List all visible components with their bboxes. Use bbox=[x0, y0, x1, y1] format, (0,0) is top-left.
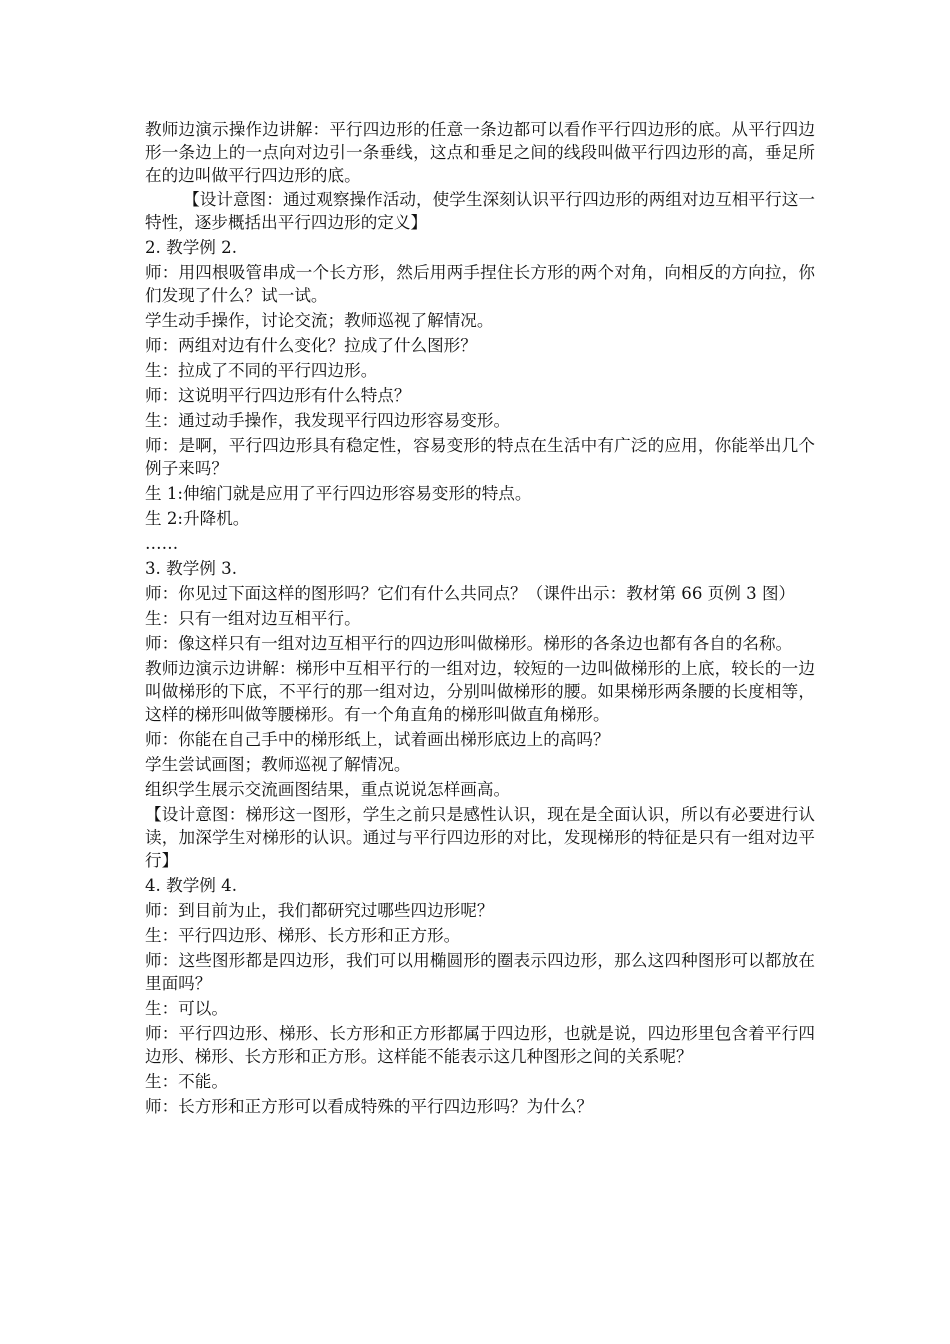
section-heading-example-2: 2. 教学例 2. bbox=[145, 238, 237, 257]
paragraph-special-parallelogram-question: 师：长方形和正方形可以看成特殊的平行四边形吗？为什么？ bbox=[145, 1097, 594, 1116]
paragraph-application-question: 师：是啊，平行四边形具有稳定性，容易变形的特点在生活中有广泛的应用，你能举出几个例子来吗？ bbox=[145, 436, 815, 478]
document-page bbox=[145, 118, 815, 1120]
paragraph-answer-yes: 生：可以。 bbox=[145, 999, 228, 1018]
paragraph-share-results: 组织学生展示交流画图结果，重点说说怎样画高。 bbox=[145, 780, 511, 799]
paragraph-draw-height-question: 师：你能在自己手中的梯形纸上，试着画出梯形底边上的高吗？ bbox=[145, 730, 610, 749]
paragraph-design-intent-2: 【设计意图：梯形这一图形，学生之前只是感性认识，现在是全面认识，所以有必要进行认读，加深学生对梯形的认识。通过与平行四边形的对比，发现梯形的特征是只有一组对边平行】 bbox=[145, 805, 815, 870]
paragraph-student-1: 生 1:伸缩门就是应用了平行四边形容易变形的特点。 bbox=[145, 484, 532, 503]
paragraph-relationship-question: 师：平行四边形、梯形、长方形和正方形都属于四边形，也就是说，四边形里包含着平行四边形、梯形、长方形和正方形。这样能不能表示这几种图形之间的关系呢？ bbox=[145, 1024, 815, 1066]
paragraph-answer-deform: 生：通过动手操作，我发现平行四边形容易变形。 bbox=[145, 411, 511, 430]
paragraph-studied-quadrilaterals: 师：到目前为止，我们都研究过哪些四边形呢？ bbox=[145, 901, 494, 920]
paragraph-straw-rectangle: 师：用四根吸管串成一个长方形，然后用两手捏住长方形的两个对角，向相反的方向拉，你们发现了什么？试一试。 bbox=[145, 263, 815, 305]
paragraph-ellipse-question: 师：这些图形都是四边形，我们可以用椭圆形的圈表示四边形，那么这四种图形可以都放在里面吗？ bbox=[145, 951, 815, 993]
paragraph-students-operate: 学生动手操作，讨论交流；教师巡视了解情况。 bbox=[145, 311, 494, 330]
paragraph-teacher-demo-parallelogram: 教师边演示操作边讲解：平行四边形的任意一条边都可以看作平行四边形的底。从平行四边形一条边上的一点向对边引一条垂线，这点和垂足之间的线段叫做平行四边形的高，垂足所在的边叫做平行四边形的底。 bbox=[145, 120, 815, 185]
paragraph-ellipsis: …… bbox=[145, 534, 179, 553]
paragraph-students-draw: 学生尝试画图；教师巡视了解情况。 bbox=[145, 755, 411, 774]
paragraph-four-shapes: 生：平行四边形、梯形、长方形和正方形。 bbox=[145, 926, 461, 945]
paragraph-answer-parallelogram: 生：拉成了不同的平行四边形。 bbox=[145, 361, 378, 380]
paragraph-shapes-question: 师：你见过下面这样的图形吗？它们有什么共同点？（课件出示：教材第 66 页例 3 图） bbox=[145, 584, 796, 603]
paragraph-one-pair-parallel: 生：只有一组对边互相平行。 bbox=[145, 609, 361, 628]
section-heading-example-3: 3. 教学例 3. bbox=[145, 559, 237, 578]
paragraph-design-intent-1: 【设计意图：通过观察操作活动，使学生深刻认识平行四边形的两组对边互相平行这一特性，逐步概括出平行四边形的定义】 bbox=[145, 190, 815, 232]
section-heading-example-4: 4. 教学例 4. bbox=[145, 876, 237, 895]
paragraph-trapezoid-definition: 师：像这样只有一组对边互相平行的四边形叫做梯形。梯形的各条边也都有各自的名称。 bbox=[145, 634, 793, 653]
paragraph-trapezoid-parts: 教师边演示边讲解：梯形中互相平行的一组对边，较短的一边叫做梯形的上底，较长的一边叫做梯形的下底，不平行的那一组对边，分别叫做梯形的腰。如果梯形两条腰的长度相等，这样的梯形叫做等腰梯形。有一个角直角的梯形叫做直角梯形。 bbox=[145, 659, 815, 724]
paragraph-answer-no: 生：不能。 bbox=[145, 1072, 228, 1091]
paragraph-question-opposite-sides: 师：两组对边有什么变化？拉成了什么图形？ bbox=[145, 336, 477, 355]
paragraph-student-2: 生 2:升降机。 bbox=[145, 509, 250, 528]
paragraph-question-feature: 师：这说明平行四边形有什么特点？ bbox=[145, 386, 411, 405]
